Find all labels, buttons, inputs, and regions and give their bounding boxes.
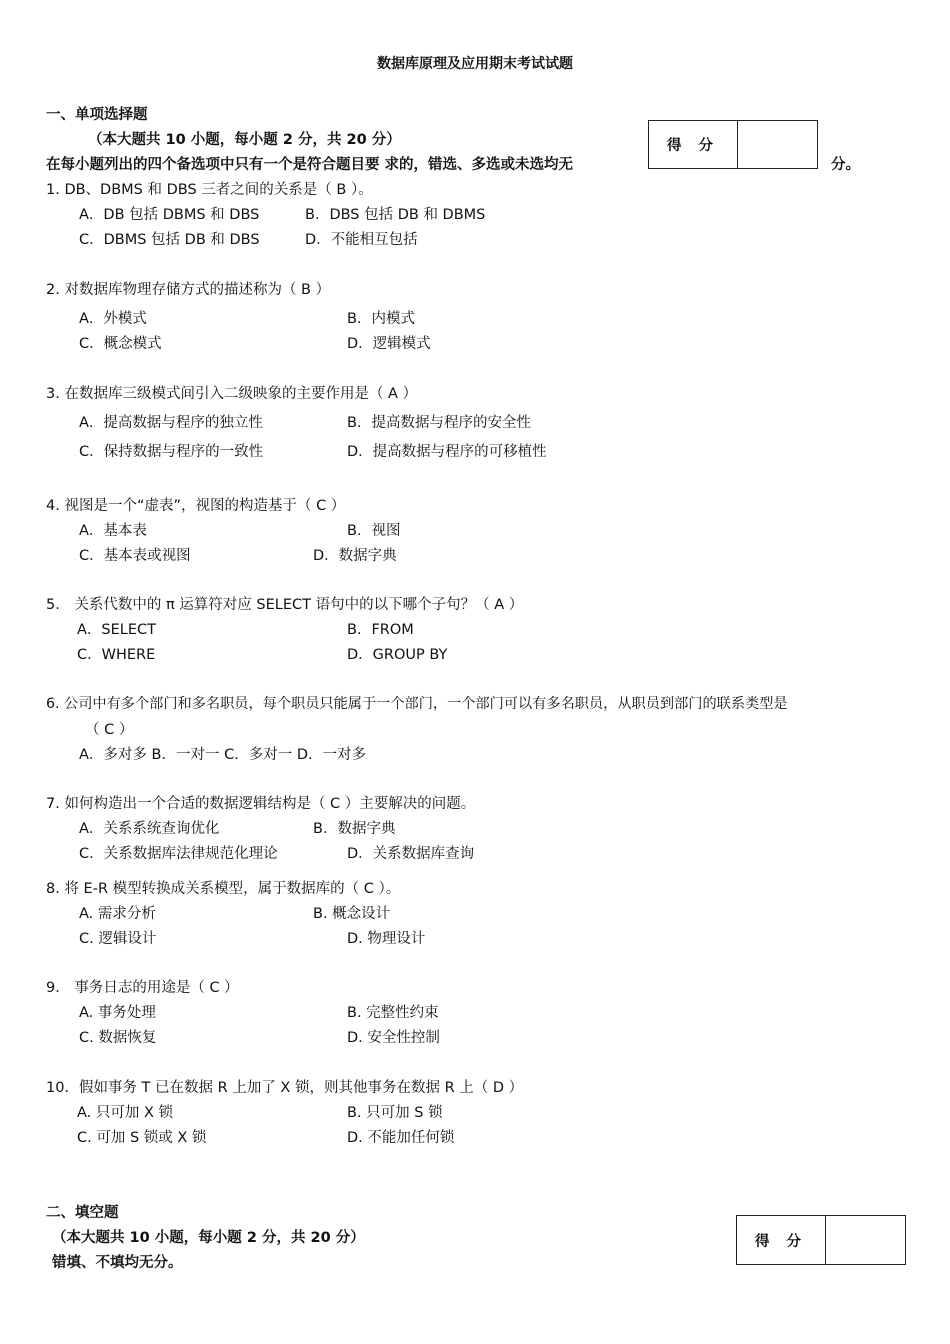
question-6-options: A．多对多 B．一对一 C．多对一 D．一对多	[79, 747, 366, 763]
question-2-option-d: D．逻辑模式	[347, 336, 431, 352]
question-2-option-a: A．外模式	[79, 311, 147, 327]
section1-subheading: （本大题共 10 小题，每小题 2 分，共 20 分）	[88, 132, 401, 148]
question-10-option-a: A. 只可加 X 锁	[77, 1105, 174, 1121]
section2-heading: 二、填空题	[46, 1205, 119, 1221]
question-7-option-d: D．关系数据库查询	[347, 846, 475, 862]
question-7-option-c: C．关系数据库法律规范化理论	[79, 846, 278, 862]
question-5-option-a: A．SELECT	[77, 622, 157, 638]
score-label: 得 分	[737, 1216, 826, 1264]
score-label: 得 分	[649, 121, 738, 168]
question-8-option-c: C. 逻辑设计	[79, 931, 157, 947]
question-10-option-b: B. 只可加 S 锁	[347, 1105, 443, 1121]
question-9-option-b: B. 完整性约束	[347, 1005, 439, 1021]
question-1-option-b: B．DBS 包括 DB 和 DBMS	[305, 207, 486, 223]
question-4-stem: 4. 视图是一个“虚表”，视图的构造基于（ C ）	[46, 498, 346, 514]
question-4-option-b: B．视图	[347, 523, 401, 539]
question-7-option-b: B．数据字典	[313, 821, 396, 837]
section1-instruction-tail: 分。	[831, 157, 860, 173]
question-3-option-d: D．提高数据与程序的可移植性	[347, 444, 547, 460]
question-3-option-c: C．保持数据与程序的一致性	[79, 444, 264, 460]
question-5-option-d: D．GROUP BY	[347, 647, 448, 663]
score-blank[interactable]	[826, 1216, 905, 1264]
question-8-option-a: A. 需求分析	[79, 906, 156, 922]
section1-heading: 一、单项选择题	[46, 107, 148, 123]
question-9-option-c: C. 数据恢复	[79, 1030, 157, 1046]
question-10-option-d: D. 不能加任何锁	[347, 1130, 455, 1146]
question-1-option-d: D．不能相互包括	[305, 232, 418, 248]
question-3-option-a: A．提高数据与程序的独立性	[79, 415, 263, 431]
score-blank[interactable]	[738, 121, 817, 168]
section2-subheading: （本大题共 10 小题，每小题 2 分，共 20 分）	[52, 1230, 365, 1246]
page-title: 数据库原理及应用期末考试试题	[377, 56, 573, 72]
question-6-answer-slot: （ C ）	[85, 722, 134, 738]
question-4-option-d: D．数据字典	[313, 548, 397, 564]
question-10-stem: 10．假如事务 T 已在数据 R 上加了 X 锁，则其他事务在数据 R 上（ D ）	[46, 1080, 524, 1096]
question-9-option-d: D. 安全性控制	[347, 1030, 440, 1046]
question-6-stem: 6. 公司中有多个部门和多名职员，每个职员只能属于一个部门，一个部门可以有多名职员，从职员到部门的联系类型是	[46, 696, 788, 712]
question-3-option-b: B．提高数据与程序的安全性	[347, 415, 531, 431]
question-9-stem: 9． 事务日志的用途是（ C ）	[46, 980, 239, 996]
section2-score-box	[736, 1215, 906, 1265]
question-2-option-c: C．概念模式	[79, 336, 162, 352]
question-8-stem: 8. 将 E-R 模型转换成关系模型，属于数据库的（ C ）。	[46, 881, 401, 897]
section1-score-box	[648, 120, 818, 169]
question-8-option-d: D. 物理设计	[347, 931, 426, 947]
section2-instruction: 错填、不填均无分。	[52, 1255, 183, 1271]
question-1-stem: 1. DB、DBMS 和 DBS 三者之间的关系是（ B ）。	[46, 182, 373, 198]
question-4-option-c: C．基本表或视图	[79, 548, 191, 564]
question-4-option-a: A．基本表	[79, 523, 147, 539]
question-5-option-b: B．FROM	[347, 622, 414, 638]
question-1-option-a: A．DB 包括 DBMS 和 DBS	[79, 207, 260, 223]
question-5-stem: 5． 关系代数中的 π 运算符对应 SELECT 语句中的以下哪个子句？（ A ）	[46, 597, 524, 613]
question-7-option-a: A．关系系统查询优化	[79, 821, 220, 837]
question-10-option-c: C. 可加 S 锁或 X 锁	[77, 1130, 207, 1146]
question-5-option-c: C．WHERE	[77, 647, 156, 663]
question-2-stem: 2. 对数据库物理存储方式的描述称为（ B ）	[46, 282, 331, 298]
question-1-option-c: C．DBMS 包括 DB 和 DBS	[79, 232, 260, 248]
question-2-option-b: B．内模式	[347, 311, 415, 327]
question-3-stem: 3. 在数据库三级模式间引入二级映象的主要作用是（ A ）	[46, 386, 418, 402]
question-7-stem: 7. 如何构造出一个合适的数据逻辑结构是（ C ）主要解决的问题。	[46, 796, 476, 812]
question-8-option-b: B. 概念设计	[313, 906, 391, 922]
question-9-option-a: A. 事务处理	[79, 1005, 156, 1021]
section1-instruction: 在每小题列出的四个备选项中只有一个是符合题目要 求的，错选、多选或未选均无	[46, 157, 574, 173]
